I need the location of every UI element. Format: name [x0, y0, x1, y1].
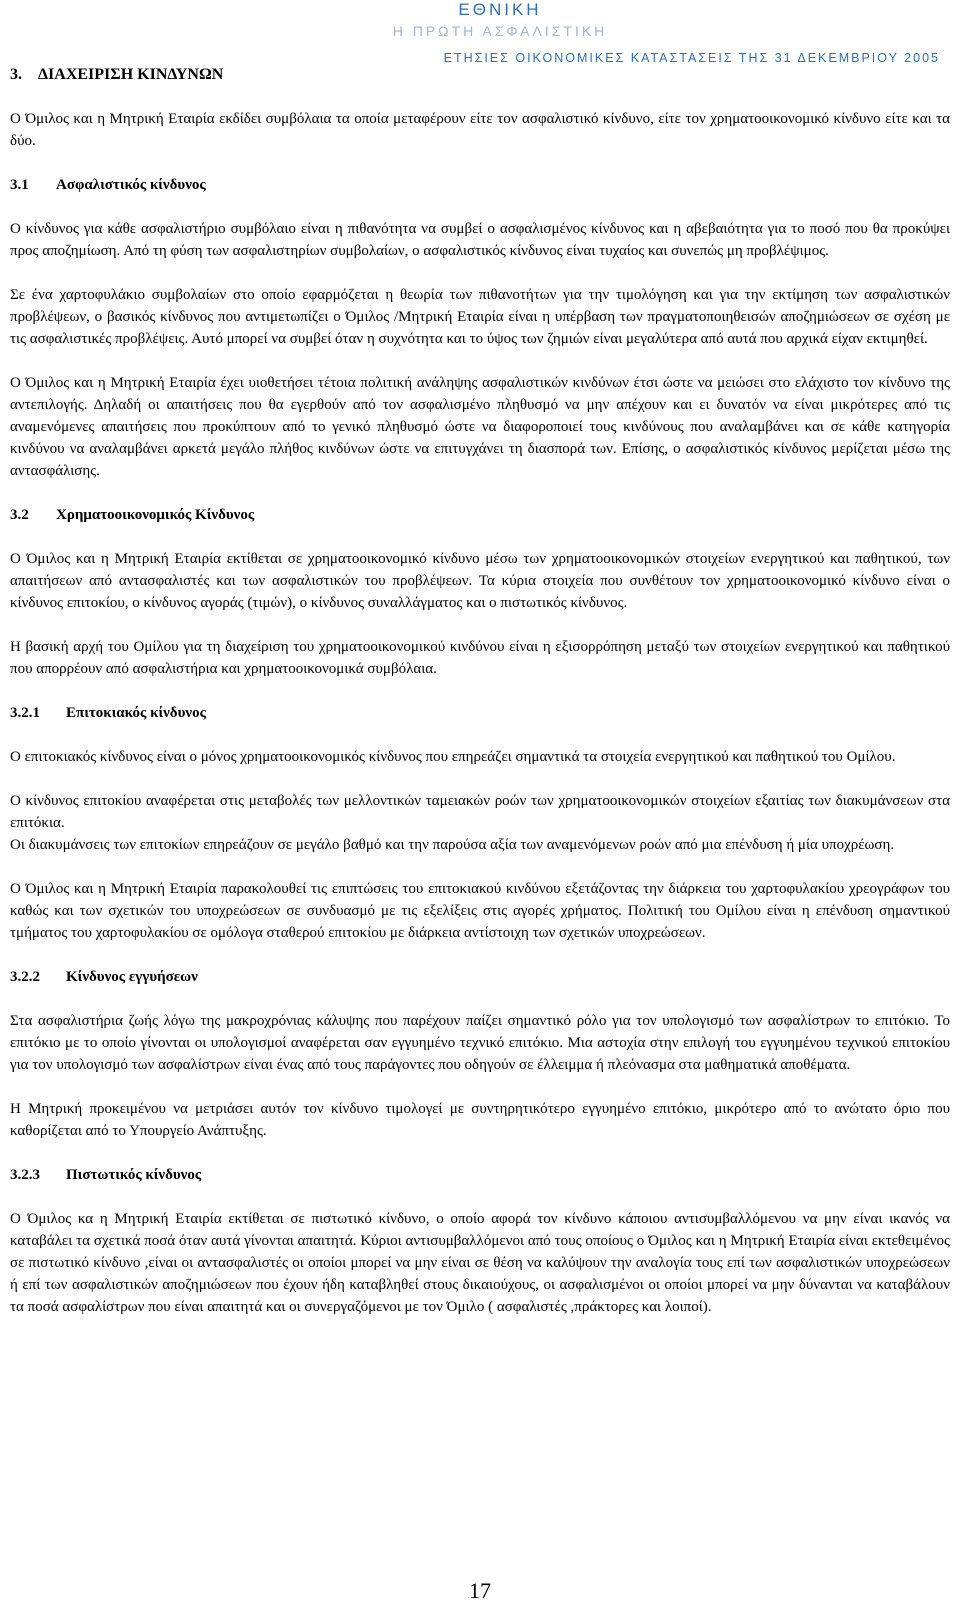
paragraph: Η βασική αρχή του Ομίλου για τη διαχείριση του χρηματοοικονομικού κινδύνου είναι η εξισορρόπηση μεταξύ των στοιχείων ενεργητικού και παθητικού που απορρέουν από ασφαλιστήρια και χρηματοοικονομικά συμβόλαια.	[10, 639, 950, 677]
subsection-number: 3.2.2	[10, 969, 40, 985]
page-number: 17	[469, 1578, 491, 1603]
section-number: 3.	[10, 66, 22, 83]
subsection-number: 3.1	[10, 177, 29, 193]
paragraph: Ο Όμιλος και η Μητρική Εταιρία εκτίθεται σε χρηματοοικονομικό κίνδυνο μέσω των χρηματοοικονομικών στοιχείων ενεργητικού και παθητικού, των απαιτήσεων από αντασφαλιστές και των ασφαλιστικών του προβλέψεων. Τα κύρια στοιχεία που συνθέτουν τον χρηματοοικονομικό κίνδυνο είναι ο κίνδυνος επιτοκίου, ο κίνδυνος αγοράς (τιμών), ο κίνδυνος συναλλάγματος και ο πιστωτικός κίνδυνος.	[10, 551, 950, 611]
subsection-number: 3.2.1	[10, 705, 40, 721]
subsection-heading-3-1	[10, 174, 950, 196]
paragraph: Οι διακυμάνσεις των επιτοκίων επηρεάζουν σε μεγάλο βαθμό και την παρούσα αξία των αναμενόμενων ροών από μια επένδυση ή μία υποχρέωση.	[10, 837, 895, 853]
company-brand: ΕΘΝΙΚΗ	[458, 0, 542, 19]
paragraph: Ο Όμιλος κα η Μητρική Εταιρία εκτίθεται σε πιστωτικό κίνδυνο, ο οποίο αφορά τον κίνδυνο κάποιου αντισυμβαλλόμενου να μην είναι ικανός να καταβάλει τα σχετικά ποσά όταν αυτά γίνονται απαιτητά. Κύριοι αντισυμβαλλόμενοι από τους οποίους ο Όμιλος και η Μητρική Εταιρία είναι εκτεθειμένος σε πιστωτικό κίνδυνο ,είναι οι αντασφαλιστές οι οποίοι μπορεί να μην είναι σε θέση να καλύψουν την αναλογία τους επί των ασφαλιστικών υποχρεώσεων ή επί των ασφαλιστικών αποζημιώσεων που έχουν ήδη καταβληθεί στους δικαιούχους, οι ασφαλισμένοι οι οποίοι μπορεί να μην δύνανται να καταβάλουν τα ποσά ασφαλίστρων που είναι απαιτητά και οι συνεργαζόμενοι με τον Όμιλο ( ασφαλιστές ,πράκτορες και λοιποί).	[10, 1211, 950, 1315]
subsection-number: 3.2	[10, 507, 29, 523]
paragraph: Ο κίνδυνος για κάθε ασφαλιστήριο συμβόλαιο είναι η πιθανότητα να συμβεί ο ασφαλισμένος κίνδυνος και η αβεβαιότητα για το ποσό που θα προκύψει προς αποζημίωση. Από τη φύση των ασφαλιστηρίων συμβολαίων, ο ασφαλιστικός κίνδυνος είναι τυχαίος και συνεπώς μη προβλέψιμος.	[10, 221, 950, 259]
paragraph: Ο επιτοκιακός κίνδυνος είναι ο μόνος χρηματοοικονομικός κίνδυνος που επηρεάζει σημαντικά τα στοιχεία ενεργητικού και παθητικού του Ομίλου.	[10, 749, 896, 765]
subsection-title: Πιστωτικός κίνδυνος	[66, 1167, 202, 1183]
subsection-title: Κίνδυνος εγγυήσεων	[66, 969, 198, 985]
section-intro: Ο Όμιλος και η Μητρική Εταιρία εκδίδει συμβόλαια τα οποία μεταφέρουν είτε τον ασφαλιστικό κίνδυνο, είτε τον χρηματοοικονομικό κίνδυνο είτε και τα δύο.	[10, 111, 950, 149]
paragraph: Η Μητρική προκειμένου να μετριάσει αυτόν τον κίνδυνο τιμολογεί με συντηρητικότερο εγγυημένο επιτόκιο, μικρότερο από το ανώτατο όριο που καθορίζεται από το Υπουργείο Ανάπτυξης.	[10, 1101, 950, 1139]
subsection-title: Ασφαλιστικός κίνδυνος	[56, 177, 206, 193]
subsection-title: Επιτοκιακός κίνδυνος	[66, 705, 206, 721]
paragraph: Σε ένα χαρτοφυλάκιο συμβολαίων στο οποίο εφαρμόζεται η θεωρία των πιθανοτήτων για την τιμολόγηση και για την εκτίμηση των ασφαλιστικών προβλέψεων, ο βασικός κίνδυνος που αντιμετωπίζει ο Όμιλος /Μητρική Εταιρία είναι η υπέρβαση των πραγματοποιηθεισών αποζημιώσεων σε σχέση με τις ασφαλιστικές προβλέψεις. Αυτό μπορεί να συμβεί όταν η συχνότητα και το ύψος των ζημιών είναι μεγαλύτερα από αυτά που αρχικά είχαν εκτιμηθεί.	[10, 287, 950, 347]
paragraph: Ο κίνδυνος επιτοκίου αναφέρεται στις μεταβολές των μελλοντικών ταμειακών ροών των χρηματοοικονομικών στοιχείων εξαιτίας των διακυμάνσεων στα επιτόκια.	[10, 793, 950, 831]
section-title: ΔΙΑΧΕΙΡΙΣΗ ΚΙΝΔΥΝΩΝ	[38, 66, 224, 83]
report-title: ΕΤΗΣΙΕΣ ΟΙΚΟΝΟΜΙΚΕΣ ΚΑΤΑΣΤΑΣΕΙΣ ΤΗΣ 31 ΔΕΚΕΜΒΡΙΟΥ 2005	[443, 51, 940, 65]
subsection-heading-3-2-2	[10, 966, 950, 988]
paragraph: Ο Όμιλος και η Μητρική Εταιρία έχει υιοθετήσει τέτοια πολιτική ανάληψης ασφαλιστικών κινδύνων έτσι ώστε να μειώσει στο ελάχιστο τον κίνδυνο της αντεπιλογής. Δηλαδή οι απαιτήσεις που θα εγερθούν από τον ασφαλισμένο πληθυσμό να μην απέχουν και ει δυνατόν να είναι μικρότερες από τις αναμενόμενες απαιτήσεις που προκύπτουν από το γενικό πληθυσμό ώστε να διαφοροποιεί τους κινδύνους που αναλαμβάνει και σε κάθε κατηγορία κινδύνου να αναλαμβάνει αρκετά μεγάλο πλήθος κινδύνων ώστε να επιτυγχάνει τη διασπορά των. Επίσης, ο ασφαλιστικός κίνδυνος μερίζεται μέσω της αντασφάλισης.	[10, 375, 950, 479]
subsection-heading-3-2	[10, 504, 950, 526]
paragraph: Στα ασφαλιστήρια ζωής λόγω της μακροχρόνιας κάλυψης που παρέχουν παίζει σημαντικό ρόλο για τον υπολογισμό των ασφαλίστρων το επιτόκιο. Το επιτόκιο με το οποίο γίνονται οι υπολογισμοί αναφέρεται σαν εγγυημένο τεχνικό επιτόκιο. Μια αστοχία στην επιλογή του εγγυημένου τεχνικού επιτοκίου για τον υπολογισμό των ασφαλίστρων είναι ένας από τους παράγοντες που οδηγούν σε έλλειμμα ή πλεόνασμα στα μαθηματικά αποθέματα.	[10, 1013, 950, 1073]
subsection-number: 3.2.3	[10, 1167, 40, 1183]
subsection-heading-3-2-1	[10, 702, 950, 724]
section-heading	[10, 64, 950, 86]
paragraph: Ο Όμιλος και η Μητρική Εταιρία παρακολουθεί τις επιπτώσεις του επιτοκιακού κινδύνου εξετάζοντας την διάρκεια του χαρτοφυλακίου χρεογράφων του καθώς και των σχετικών του υποχρεώσεων σε συνδυασμό με τις εξελίξεις στις αγορές χρήματος. Πολιτική του Ομίλου είναι η επένδυση σημαντικού τμήματος του χαρτοφυλακίου σε ομόλογα σταθερού επιτοκίου με διάρκεια αντίστοιχη των σχετικών υποχρεώσεων.	[10, 881, 950, 941]
subsection-title: Χρηματοοικονομικός Κίνδυνος	[56, 507, 255, 523]
company-tagline: Η ΠΡΩΤΗ ΑΣΦΑΛΙΣΤΙΚΗ	[392, 23, 608, 39]
document-body	[10, 64, 950, 1340]
page-header	[0, 0, 960, 70]
subsection-heading-3-2-3	[10, 1164, 950, 1186]
